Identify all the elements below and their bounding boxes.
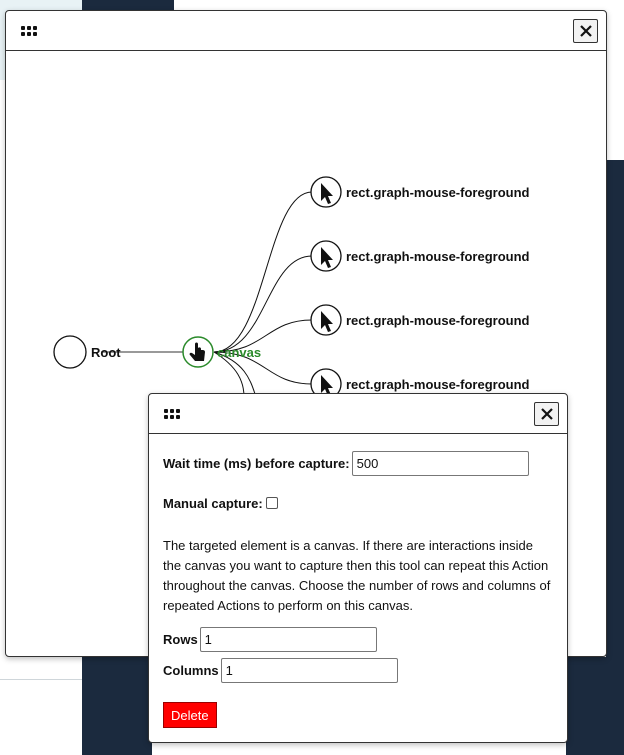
background-header: [82, 0, 174, 10]
canvas-action-dialog: [148, 393, 568, 743]
root-node[interactable]: [54, 336, 121, 368]
canvas-label: canvas: [217, 345, 262, 360]
grid-dots-icon[interactable]: [21, 26, 38, 37]
canvas-description: The targeted element is a canvas. If there are interactions inside the canvas you want to capture then this tool can repeat this Action throughout the canvas. Choose the number of rows and columns of repeated Actions to perform on this canvas.: [163, 538, 551, 613]
dialog-close-button[interactable]: [534, 402, 559, 426]
background-footer: [82, 657, 152, 755]
grid-dots-icon[interactable]: [164, 409, 181, 420]
child-label: rect.graph-mouse-foreground: [346, 313, 530, 328]
child-label: rect.graph-mouse-foreground: [346, 377, 530, 392]
graph-window-header[interactable]: [6, 11, 606, 51]
child-node[interactable]: [311, 305, 530, 335]
manual-capture-label: Manual capture:: [163, 495, 263, 511]
child-node[interactable]: [311, 177, 530, 207]
child-node[interactable]: [311, 241, 530, 271]
close-icon: [580, 25, 592, 37]
manual-capture-checkbox[interactable]: [266, 497, 278, 509]
rows-label: Rows: [163, 631, 198, 647]
root-label: Root: [91, 345, 121, 360]
background-divider: [0, 679, 82, 680]
child-label: rect.graph-mouse-foreground: [346, 249, 530, 264]
columns-input[interactable]: [221, 658, 398, 683]
edge-canvas-child-1: [214, 192, 312, 352]
wait-time-input[interactable]: [352, 451, 529, 476]
child-label: rect.graph-mouse-foreground: [346, 185, 530, 200]
close-icon: [541, 408, 553, 420]
graph-close-button[interactable]: [573, 19, 598, 43]
background-footer-right: [566, 657, 624, 755]
wait-time-label: Wait time (ms) before capture:: [163, 455, 350, 471]
dialog-header[interactable]: [149, 394, 567, 434]
columns-label: Columns: [163, 662, 219, 678]
canvas-node[interactable]: [183, 337, 261, 367]
rows-input[interactable]: [200, 627, 377, 652]
delete-button[interactable]: Delete: [163, 702, 217, 728]
